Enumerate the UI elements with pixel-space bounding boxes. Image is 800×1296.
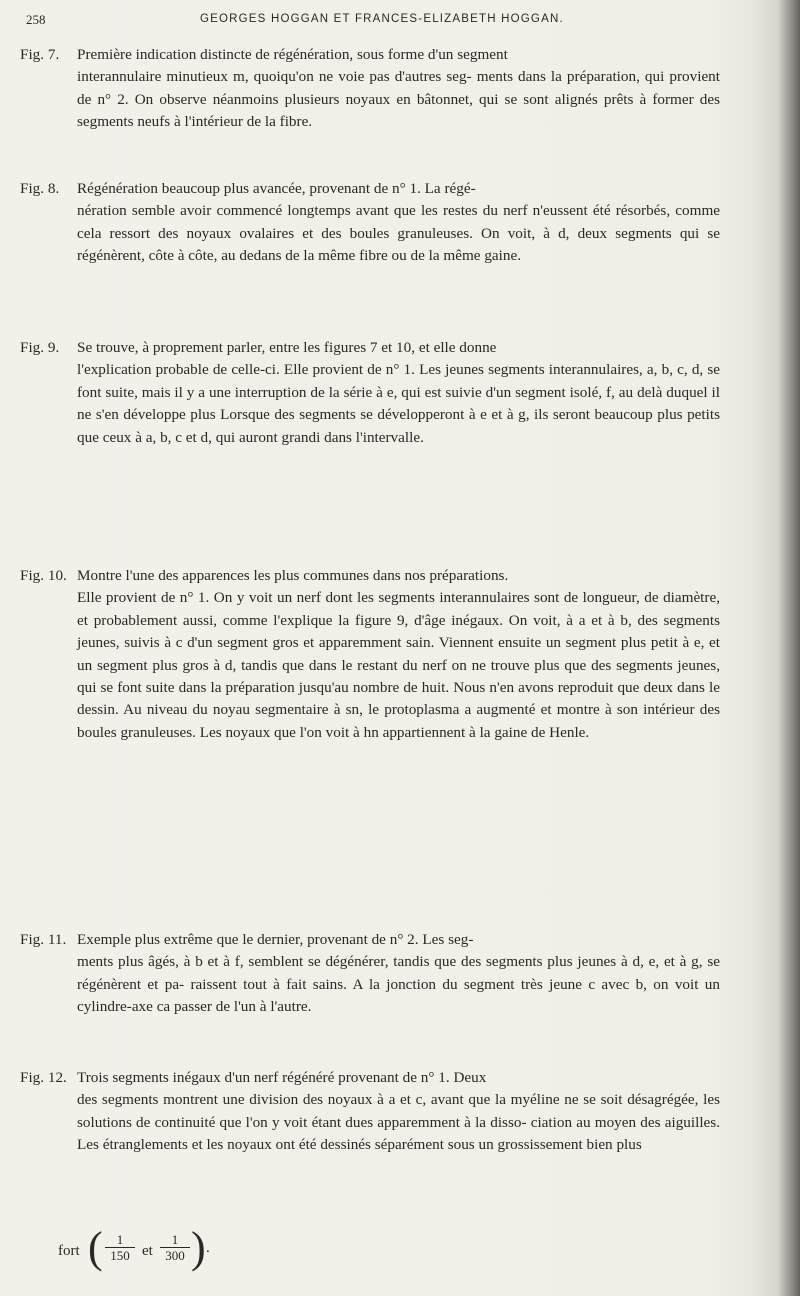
figure-label: Fig. 12. bbox=[20, 1069, 67, 1086]
fraction-conjunction: et bbox=[142, 1243, 153, 1259]
caption-text: interannulaire minutieux m, quoiqu'on ne voie pas d'autres seg- ments dans la préparation, qui provient de n° 2. On observe néanmoins plusieurs noyaux en bâtonnet, qui se sont alignés prêts à former des segments neufs à l'intérieur de la fibre. bbox=[77, 68, 720, 131]
fraction-denominator: 300 bbox=[165, 1248, 185, 1263]
figure-caption-12 bbox=[20, 1067, 720, 1157]
figure-caption-11 bbox=[20, 929, 720, 1019]
figure-label: Fig. 9. bbox=[20, 339, 60, 356]
open-paren: ( bbox=[88, 1223, 103, 1272]
caption-first-line: Exemple plus extrême que le dernier, provenant de n° 2. Les seg- bbox=[77, 931, 474, 948]
caption-text: Elle provient de n° 1. On y voit un nerf dont les segments interannulaires sont de longueur, de diamètre, et probablement aussi, comme l'explique la figure 9, d'âge inégaux. On voit, à a et à b, des segments jeunes, suivis à c d'un segment gros et apparemment sain. Viennent ensuite un segment plus petit à e, et un segment plus gros à d, tandis que dans le restant du nerf on ne trouve plus que des segments jeunes, qui se font suite dans la préparation jusqu'au nombre de huit. Nous n'en avons reproduit que deux dans le dessin. Au niveau du noyau segmentaire à sn, le protoplasma a augmenté et montre à son intérieur des boules granuleuses. Les noyaux que l'on voit à hn appartiennent à la gaine de Henle. bbox=[77, 589, 720, 741]
figure-label: Fig. 7. bbox=[20, 46, 60, 63]
close-paren: ) bbox=[191, 1223, 206, 1272]
caption-text: ments plus âgés, à b et à f, semblent se dégénérer, tandis que des segments plus jeunes à d, e, et à g, se régénèrent et pa- raissent tout à fait sains. A la jonction du segment très jeune c avec b, on voit un cylindre-axe ca passer de l'un à l'autre. bbox=[77, 953, 720, 1016]
caption-first-line: Régénération beaucoup plus avancée, provenant de n° 1. La régé- bbox=[77, 180, 476, 197]
figure-caption-9 bbox=[20, 337, 720, 449]
fraction-numerator: 1 bbox=[105, 1232, 135, 1248]
figure-caption-7 bbox=[20, 44, 720, 134]
figure-label: Fig. 10. bbox=[20, 567, 67, 584]
caption-first-line: Montre l'une des apparences les plus communes dans nos préparations. bbox=[77, 567, 509, 584]
fraction-end-mark: . bbox=[206, 1240, 210, 1256]
running-header bbox=[26, 12, 716, 28]
figure-caption-8 bbox=[20, 178, 720, 268]
fraction-1-300 bbox=[160, 1232, 190, 1264]
fraction-numerator: 1 bbox=[160, 1232, 190, 1248]
fraction-1-150 bbox=[105, 1232, 135, 1264]
fraction-lead-word: fort bbox=[58, 1243, 80, 1259]
caption-first-line: Trois segments inégaux d'un nerf régénéré provenant de n° 1. Deux bbox=[77, 1069, 487, 1086]
caption-text: nération semble avoir commencé longtemps avant que les restes du nerf n'eussent été résorbés, comme cela ressort des noyaux ovalaires et des boules granuleuses. On voit, à d, deux segments qui se régénèrent, côte à côte, au dedans de la même fibre ou de la même gaine. bbox=[77, 202, 720, 265]
caption-text: des segments montrent une division des noyaux à a et c, avant que la myéline ne se soit désagrégée, les solutions de continuité que l'on y voit étant dues apparemment à la disso- ciation au moyen des aiguilles. Les étranglements et les noyaux ont été dessinés séparément sous un grossissement bien plus bbox=[77, 1091, 720, 1154]
figure-caption-10 bbox=[20, 565, 720, 744]
caption-first-line: Se trouve, à proprement parler, entre les figures 7 et 10, et elle donne bbox=[77, 339, 497, 356]
figure-label: Fig. 11. bbox=[20, 931, 67, 948]
figure-label: Fig. 8. bbox=[20, 180, 60, 197]
page-gutter-shadow bbox=[778, 0, 800, 1296]
fraction-denominator: 150 bbox=[110, 1248, 130, 1263]
caption-text: l'explication probable de celle-ci. Elle provient de n° 1. Les jeunes segments interannulaires, a, b, c, d, se font suite, mais il y a une interruption de la série à e, qui est suivie d'un segment isolé, f, au delà duquel il ne s'en développe plus Lorsque des segments se développeront à e et à g, ils seront beaucoup plus petits que ceux à a, b, c et d, qui auront grandi dans l'intervalle. bbox=[77, 361, 720, 446]
caption-first-line: Première indication distincte de régénération, sous forme d'un segment bbox=[77, 46, 508, 63]
magnification-line bbox=[58, 1223, 258, 1278]
running-title: GEORGES HOGGAN ET FRANCES-ELIZABETH HOGGAN. bbox=[200, 13, 564, 25]
page-number: 258 bbox=[26, 12, 46, 27]
